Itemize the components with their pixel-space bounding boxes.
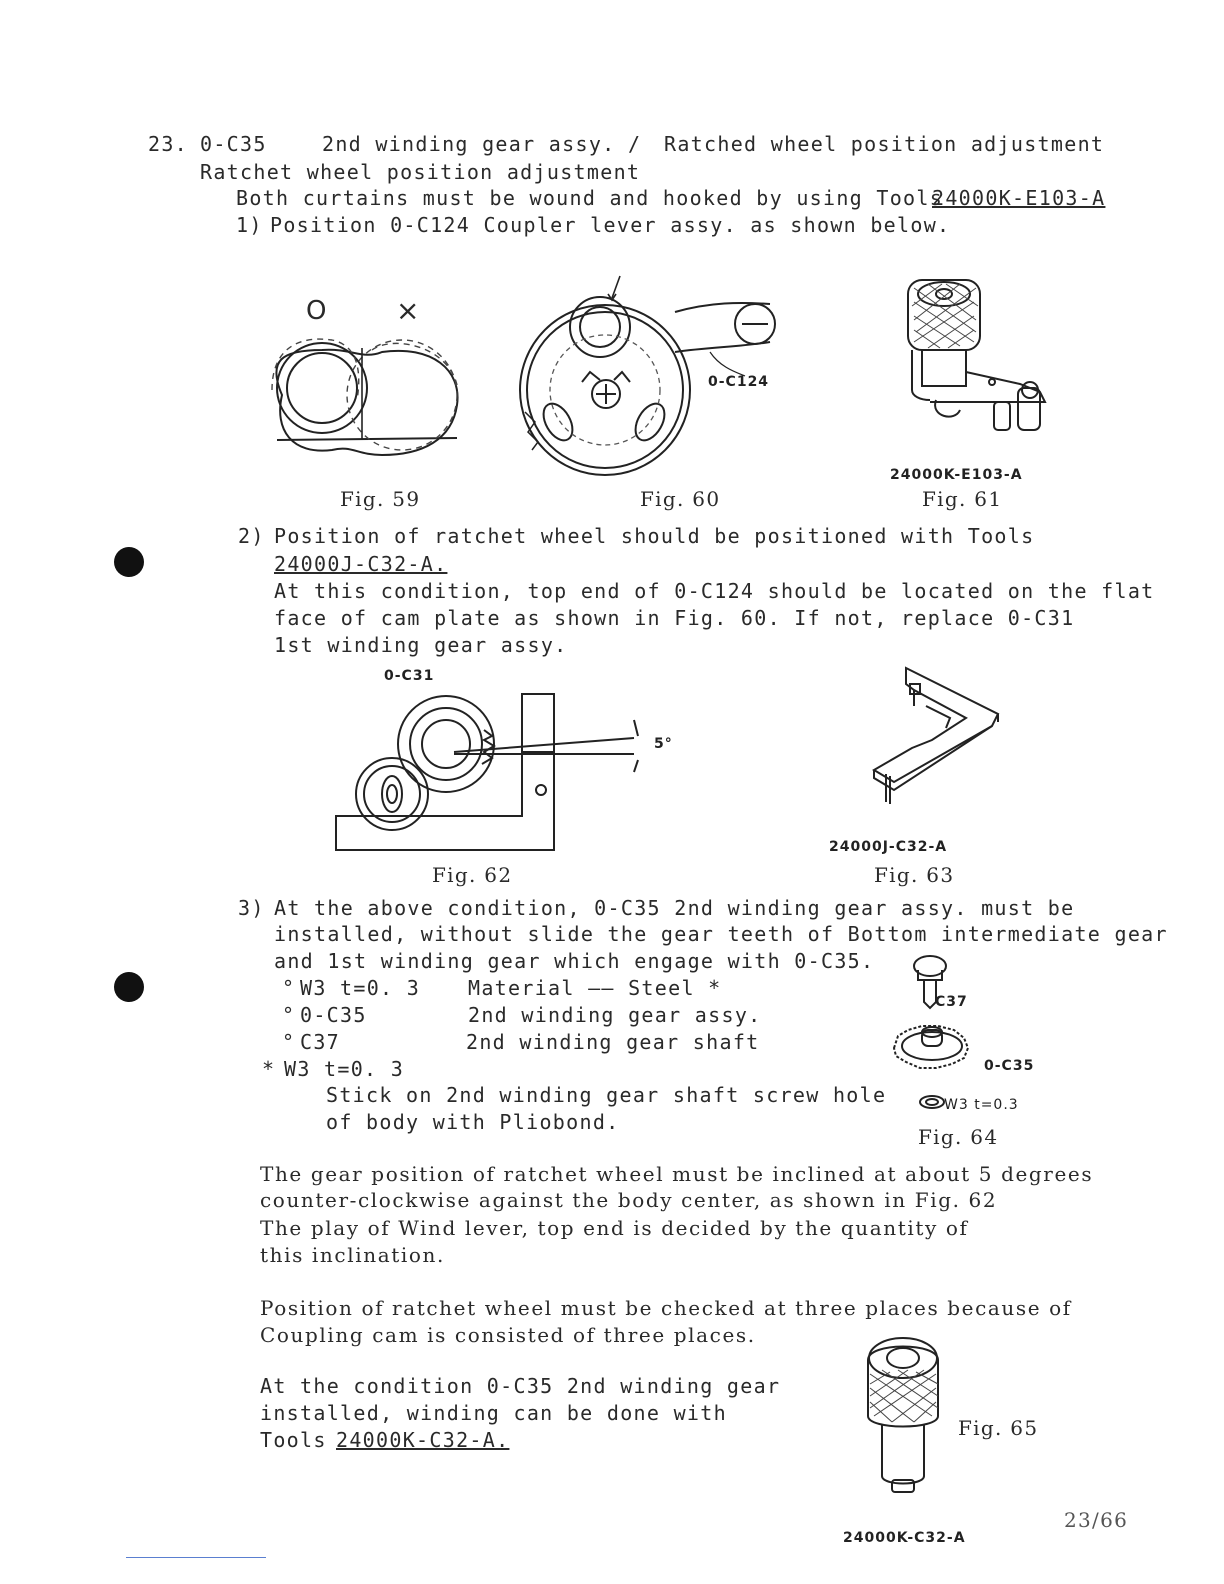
intro-tool-code: 24000K-E103-A [932,186,1106,210]
note-asterisk: * [262,1057,276,1081]
part-description: 2nd winding gear assy. [468,1003,762,1027]
fig64-caption: Fig. 64 [918,1125,999,1149]
note-line1: Stick on 2nd winding gear shaft screw hole [326,1083,887,1107]
step2-line2: At this condition, top end of 0-C124 should be located on the flat [274,579,1155,603]
para1-line1: The gear position of ratchet wheel must be inclined at about 5 degrees [260,1162,1094,1186]
para1-line4: this inclination. [260,1243,445,1267]
fig59-caption: Fig. 59 [340,487,421,511]
note-part-code: W3 t=0. 3 [284,1057,405,1081]
step1-number: 1) [236,213,263,237]
part-bullet: ° [282,1003,296,1027]
section-title: 2nd winding gear assy. [322,132,616,156]
para2-line1: Position of ratchet wheel must be checked at three places because of [260,1296,1072,1320]
fig64-label-c35: 0-C35 [984,1058,1035,1074]
binder-hole-top [114,547,144,577]
para3-tool-code: 24000K-C32-A. [336,1428,510,1452]
part-code: W3 t=0. 3 [300,976,421,1000]
fig65-tool-drawing [862,1330,952,1500]
part-description: Material —— Steel * [468,976,722,1000]
fig59-cam-diagram [262,290,462,470]
fig63-caption: Fig. 63 [874,863,955,887]
para3-line3-prefix: Tools [260,1428,327,1452]
section-number: 23. [148,132,189,156]
fig63-tool-drawing [866,662,1016,812]
step3-number: 3) [238,896,265,920]
fig62-caption: Fig. 62 [432,863,513,887]
fig65-tool-label: 24000K-C32-A [843,1530,966,1546]
fig64-label-w3: W3 t=0.3 [944,1097,1019,1113]
step2-line3: face of cam plate as shown in Fig. 60. If not, replace 0-C31 [274,606,1075,630]
page-number: 23/66 [1064,1508,1129,1532]
fig64-parts-drawing [888,950,978,1120]
step3-line2: installed, without slide the gear teeth of Bottom intermediate gear [274,922,1168,946]
fig61-tool-label: 24000K-E103-A [890,467,1023,483]
step2-tool-code: 24000J-C32-A. [274,552,448,576]
step3-line1: At the above condition, 0-C35 2nd winding gear assy. must be [274,896,1075,920]
fig64-label-c37: C37 [935,994,968,1010]
fig62-part-label: 0-C31 [384,668,435,684]
fig60-caption: Fig. 60 [640,487,721,511]
section-part-code: 0-C35 [200,132,267,156]
part-bullet: ° [282,976,296,1000]
part-code: C37 [300,1030,341,1054]
fig61-caption: Fig. 61 [922,487,1003,511]
part-bullet: ° [282,1030,296,1054]
section-subtitle: Ratched wheel position adjustment [664,132,1105,156]
fig63-tool-label: 24000J-C32-A [829,839,948,855]
binder-hole-bottom [114,972,144,1002]
part-code: 0-C35 [300,1003,367,1027]
note-line2: of body with Pliobond. [326,1110,620,1134]
step2-line1: Position of ratchet wheel should be positioned with Tools [274,524,1035,548]
fig59-ng-mark: × [396,294,421,327]
fig62-angle-label: 5° [654,736,673,752]
para3-line1: At the condition 0-C35 2nd winding gear [260,1374,781,1398]
step3-line3: and 1st winding gear which engage with 0-C35. [274,949,875,973]
step1-text: Position 0-C124 Coupler lever assy. as shown below. [270,213,951,237]
title-separator: / [628,132,642,156]
fig62-ratchet-diagram [334,690,674,860]
para2-line2: Coupling cam is consisted of three places. [260,1323,756,1347]
heading-ratchet-wheel: Ratchet wheel position adjustment [200,160,641,184]
step2-line4: 1st winding gear assy. [274,633,568,657]
part-description: 2nd winding gear shaft [466,1030,760,1054]
fig59-ok-mark: O [306,296,328,326]
para3-line2: installed, winding can be done with [260,1401,727,1425]
fig61-tool-drawing [900,272,1060,442]
step2-number: 2) [238,524,265,548]
fig65-caption: Fig. 65 [958,1416,1039,1440]
para1-line3: The play of Wind lever, top end is decided by the quantity of [260,1216,969,1240]
fig60-part-label: 0-C124 [708,374,770,390]
para1-line2: counter-clockwise against the body center, as shown in Fig. 62 [260,1188,998,1212]
footer-rule [126,1557,266,1558]
intro-text: Both curtains must be wound and hooked by using Tools [236,186,944,210]
